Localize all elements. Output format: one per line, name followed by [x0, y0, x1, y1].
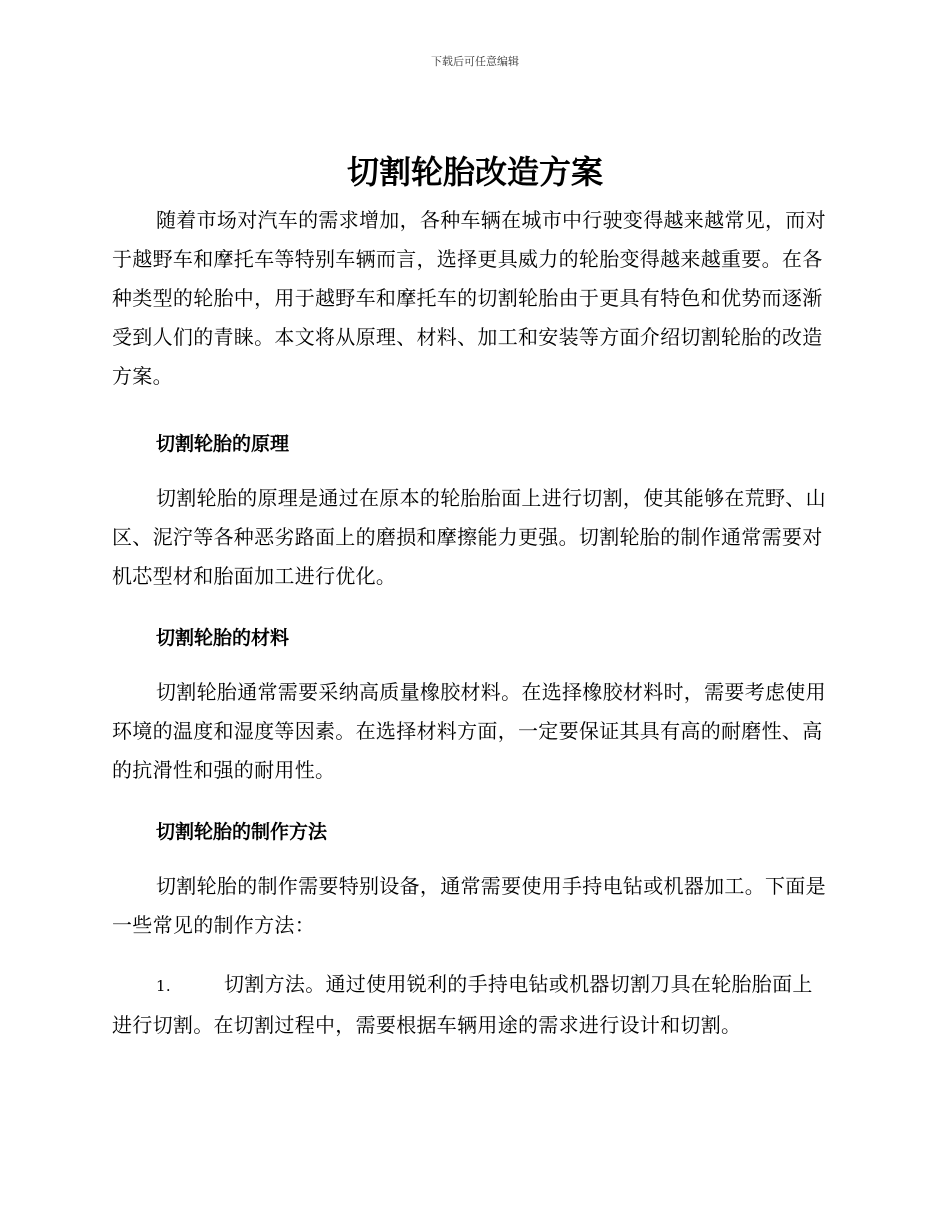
- section-paragraph-principle: 切割轮胎的原理是通过在原本的轮胎胎面上进行切割，使其能够在荒野、山区、泥泞等各种恶劣路面上的磨损和摩擦能力更强。切割轮胎的制作通常需要对机芯型材和胎面加工进行优化。: [112, 486, 826, 588]
- section-paragraph-material: 切割轮胎通常需要采纳高质量橡胶材料。在选择橡胶材料时，需要考虑使用环境的温度和湿度等因素。在选择材料方面，一定要保证其具有高的耐磨性、高的抗滑性和强的耐用性。: [112, 680, 826, 782]
- section-heading-method: 切割轮胎的制作方法: [156, 821, 328, 843]
- list-item-text: 切割方法。通过使用锐利的手持电钻或机器切割刀具在轮胎胎面上进行切割。在切割过程中，需要根据车辆用途的需求进行设计和切割。: [112, 972, 813, 1037]
- document-title: 切割轮胎改造方案: [346, 153, 603, 191]
- intro-paragraph: 随着市场对汽车的需求增加，各种车辆在城市中行驶变得越来越常见，而对于越野车和摩托车等特别车辆而言，选择更具威力的轮胎变得越来越重要。在各种类型的轮胎中，用于越野车和摩托车的切割轮胎由于更具有特色和优势而逐渐受到人们的青睐。本文将从原理、材料、加工和安装等方面介绍切割轮胎的改造方案。: [112, 208, 826, 388]
- section-heading-material: 切割轮胎的材料: [156, 627, 290, 649]
- section-paragraph-method: 切割轮胎的制作需要特别设备，通常需要使用手持电钻或机器加工。下面是一些常见的制作方法：: [112, 874, 826, 937]
- header-note: 下载后可任意编辑: [431, 55, 519, 68]
- section-heading-principle: 切割轮胎的原理: [156, 433, 290, 455]
- list-item: [112, 965, 832, 1045]
- list-item-number: 1.: [156, 977, 171, 995]
